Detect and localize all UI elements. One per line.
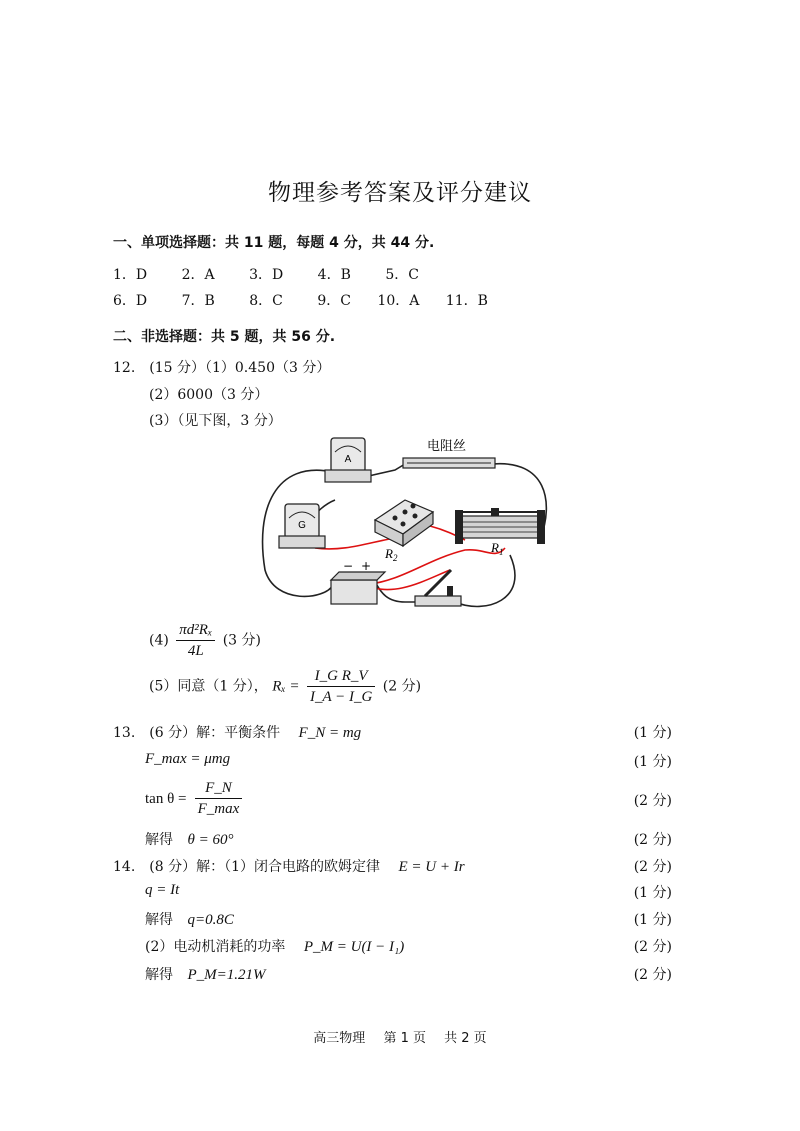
answer-row-1	[113, 264, 419, 284]
q14-5-text: 解得	[145, 967, 173, 983]
footer-page-number: 第 1 页	[383, 1031, 426, 1046]
q13-4-eq: θ = 60°	[187, 832, 234, 848]
q13-line-3	[145, 778, 245, 819]
section-2-heading: 二、非选择题：共 5 题，共 56 分.	[113, 329, 336, 345]
q13-line-4	[145, 829, 233, 849]
answer-item: 9．C	[317, 293, 351, 309]
q12-line-2: (2）6000（3 分）	[149, 387, 269, 403]
r1-label: $R_1$	[491, 540, 504, 557]
q14-1-text: 14. (8 分）解：（1）闭合电路的欧姆定律	[113, 859, 380, 875]
q14-5-eq: P_M=1.21W	[187, 967, 266, 983]
q14-3-score: (1 分)	[633, 912, 672, 928]
circuit-diagram	[255, 430, 555, 615]
galvanometer-label: G	[298, 520, 306, 531]
battery	[331, 559, 385, 604]
q14-4-eq: P_M = U(I − I₁)	[303, 939, 405, 955]
q14-3-text: 解得	[145, 912, 173, 928]
q12-4-label: (4)	[149, 632, 169, 649]
q12-line-5	[149, 666, 421, 707]
r2-label: $R_2$	[385, 546, 398, 563]
answer-item: 4．B	[317, 267, 351, 283]
q14-5-score: (2 分)	[633, 967, 672, 983]
battery-minus: −	[343, 559, 354, 573]
answer-item: 5．C	[385, 267, 419, 283]
answer-item: 2．A	[181, 267, 215, 283]
galvanometer	[279, 504, 325, 548]
q12-4-denominator: 4L	[187, 643, 204, 659]
q14-3-eq: q=0.8C	[187, 912, 234, 928]
q14-line-4	[145, 936, 404, 956]
q12-line-3: (3）（见下图，3 分）	[149, 413, 282, 429]
q12-5-lhs: Rₓ =	[272, 678, 300, 695]
q13-3-fraction	[195, 778, 243, 819]
answer-item: 10．A	[377, 293, 420, 309]
q13-line-1	[113, 722, 361, 742]
answer-item: 11．B	[445, 293, 488, 309]
q14-line-5	[145, 964, 265, 984]
q12-line-4	[149, 620, 261, 661]
q13-3-lhs: tan θ =	[145, 791, 187, 807]
q12-5-label: (5）同意（1 分），	[149, 678, 268, 695]
q13-1-score: (1 分)	[633, 725, 672, 741]
q12-5-fraction	[307, 666, 375, 707]
q13-3-score: (2 分)	[633, 793, 672, 809]
q13-2-score: (1 分)	[633, 754, 672, 770]
q14-line-3	[145, 909, 234, 929]
q14-1-eq: E = U + Ir	[398, 859, 465, 875]
answer-item: 3．D	[249, 267, 284, 283]
q12-5-numerator: I_G R_V	[307, 666, 375, 687]
footer-total-pages: 共 2 页	[444, 1031, 487, 1046]
q13-3-numerator: F_N	[195, 778, 243, 799]
q14-1-score: (2 分)	[633, 859, 672, 875]
battery-plus: +	[361, 559, 372, 573]
q14-2-eq: q = It	[145, 882, 180, 898]
page-footer	[0, 1027, 800, 1046]
q14-4-text: (2）电动机消耗的功率	[145, 939, 286, 955]
q13-1-text: 13. (6 分）解：平衡条件	[113, 725, 281, 741]
q14-line-1	[113, 856, 465, 876]
q13-2-eq: F_max = μmg	[145, 751, 231, 767]
q13-4-score: (2 分)	[633, 832, 672, 848]
q14-2-score: (1 分)	[633, 885, 672, 901]
resistance-wire	[403, 438, 495, 468]
ammeter-label: A	[344, 454, 352, 465]
q12-4-score: (3 分)	[222, 632, 261, 649]
answer-item: 8．C	[249, 293, 283, 309]
page-title: 物理参考答案及评分建议	[268, 180, 532, 206]
q12-line-1: 12. (15 分）（1）0.450（3 分）	[113, 360, 331, 376]
ammeter	[325, 438, 371, 482]
answer-item: 1．D	[113, 267, 148, 283]
q12-5-denominator: I_A − I_G	[309, 689, 373, 705]
q12-4-numerator: πd²Rₓ	[176, 620, 215, 641]
answer-item: 7．B	[181, 293, 215, 309]
q12-5-score: (2 分)	[382, 678, 422, 695]
footer-subject: 高三物理	[313, 1031, 366, 1046]
section-1-heading: 一、单项选择题：共 11 题，每题 4 分，共 44 分.	[113, 235, 435, 251]
resistance-wire-label: 电阻丝	[427, 439, 467, 454]
q13-1-eq: F_N = mg	[298, 725, 362, 741]
answer-item: 6．D	[113, 293, 148, 309]
answer-row-2	[113, 290, 488, 310]
resistance-box-r2	[375, 500, 433, 563]
q14-4-score: (2 分)	[633, 939, 672, 955]
q12-4-fraction	[176, 620, 215, 661]
q13-3-denominator: F_max	[197, 801, 240, 817]
q13-4-text: 解得	[145, 832, 173, 848]
